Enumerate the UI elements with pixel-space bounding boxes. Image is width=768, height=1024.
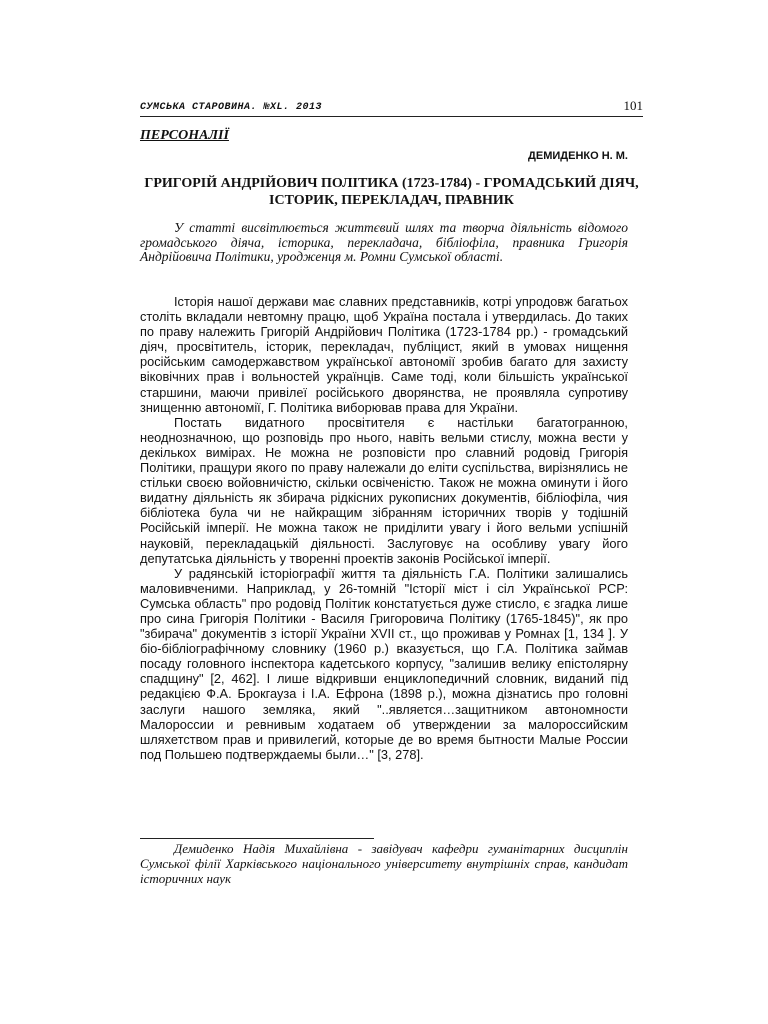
journal-title: СУМСЬКА СТАРОВИНА. №XL. 2013 <box>140 102 323 113</box>
body-paragraph: Постать видатного просвітителя є настільки багатогранною, неоднозначною, що розповідь про нього, навіть вельми стислу, можна вести у декількох вимірах. Не можна не розповісти про славний родовід Григорія Політики, пращури якого по праву належали до еліти суспільства, вирізнялись не стільки своєю войовничістю, скільки освіченістю. Також не можна оминути і його видатну діяльність як збирача рідкісних рукописних документів, бібліофіла, чия бібліотека була чи не найкращим зібранням історичних творів у тодішній Російській імперії. Не можна також не приділити увагу і його вельми успішній науковій, перекладацькій діяльності. Заслуговує на особливу увагу його депутатська діяльність у творенні проектів законів Російської імперії. <box>140 414 628 566</box>
author-footnote: Демиденко Надія Михайлівна - завідувач кафедри гуманітарних дисциплін Сумської філії Харківського національного університету внутрішніх справ, кандидат історичних наук <box>140 841 628 886</box>
page-number: 101 <box>623 98 643 113</box>
article-body <box>140 294 628 762</box>
section-heading: ПЕРСОНАЛІЇ <box>140 128 229 143</box>
article-title: ГРИГОРІЙ АНДРІЙОВИЧ ПОЛІТИКА (1723-1784) - ГРОМАДСЬКИЙ ДІЯЧ, ІСТОРИК, ПЕРЕКЛАДАЧ, ПРАВНИК <box>144 176 639 208</box>
article-author: ДЕМИДЕНКО Н. М. <box>528 150 628 162</box>
body-paragraph: У радянській історіографії життя та діяльність Г.А. Політики залишались маловивченими. Наприклад, у 26-томній "Історії міст і сіл Української РСР: Сумська область" про родовід Політик констатується дуже стисло, є згадка лише про сина Григорія Політики - Василя Григоровича Політику (1765-1845)", як про "збирача" документів з історії України XVII ст., що проживав у Ромнах [1, 134 ]. У біо-бібліографічному словнику (1960 р.) вказується, що Г.А. Політика займав посаду головного інспектора кадетського корпусу, "залишив велику епістолярну спадщину" [2, 462]. І лише відкривши енциклопедичний словник, виданий під редакцією Ф.А. Брокгауза і І.А. Ефрона (1898 р.), можна дізнатись про головні заслуги нашого земляка, який "..является…защитником автономности Малороссии и ревнивым ходатаем об утверждении за малороссийским шляхетством прав и привилегий, которые де во время бытности Малые России под Польшею подтверждаемы были…" [3, 278]. <box>140 565 628 762</box>
body-paragraph: Історія нашої держави має славних представників, котрі упродовж багатьох століть вкладали невтомну працю, щоб Україна постала і утвердилась. До таких по праву належить Григорій Андрійович Політика (1723-1784 рр.) - громадський діяч, просвітитель, історик, перекладач, публіцист, який в умовах нищення російським самодержавством української автономії зробив багато для захисту віковічних прав і вольностей українців. Саме тоді, коли більшість української старшини, маючи привілеї російського дворянства, не проявляла супротиву знищенню автономії, Г. Політика виборював права для України. <box>140 294 628 415</box>
footnote-divider <box>140 838 374 839</box>
running-header <box>140 100 643 117</box>
article-abstract: У статті висвітлюється життєвий шлях та творча діяльність відомого громадського діяча, історика, перекладача, бібліофіла, правника Григорія Андрійовича Політики, уродженця м. Ромни Сумської області. <box>140 220 628 264</box>
